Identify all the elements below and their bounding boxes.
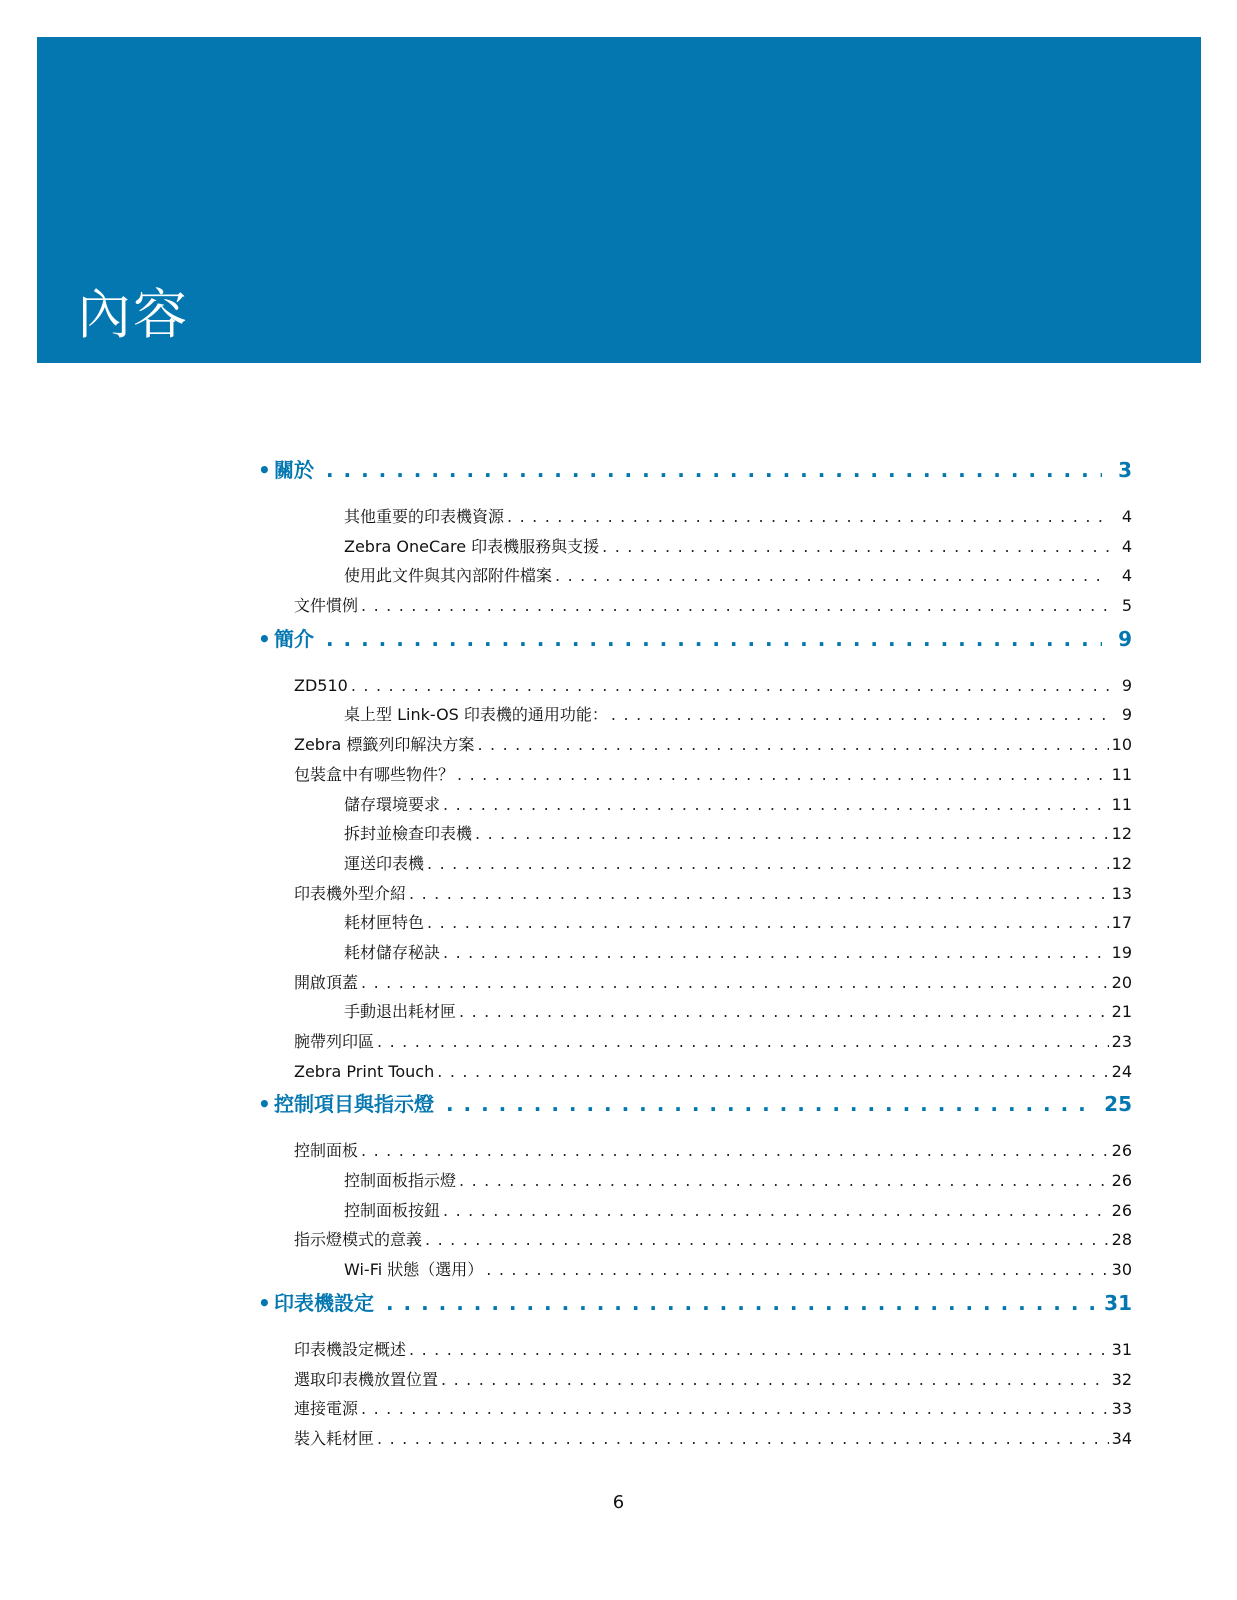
dot-leader (427, 853, 1109, 875)
dot-leader (437, 1061, 1108, 1083)
toc-entry-title[interactable]: 選取印表機放置位置 (294, 1369, 439, 1389)
toc-entry-title[interactable]: ZD510 (294, 675, 348, 695)
toc-entry-page[interactable]: 9 (1118, 626, 1132, 651)
toc-entry[interactable] (258, 704, 1132, 734)
toc-entry-title[interactable]: 關於 (274, 458, 314, 482)
toc-entry-page[interactable]: 26 (1111, 1200, 1132, 1220)
toc-entry-title[interactable]: 耗材儲存秘訣 (344, 942, 441, 962)
dot-leader (555, 565, 1109, 587)
toc-entry-page[interactable]: 34 (1111, 1428, 1132, 1448)
dot-leader (409, 883, 1109, 905)
toc-entry[interactable] (258, 1229, 1132, 1259)
dot-leader (602, 536, 1109, 558)
toc-entry[interactable] (258, 912, 1132, 942)
dot-leader (377, 1031, 1109, 1053)
toc-entry-title[interactable]: 桌上型 Link-OS 印表機的通用功能： (344, 705, 608, 725)
toc-entry-title[interactable]: 文件慣例 (294, 596, 359, 616)
dot-leader (351, 675, 1109, 697)
toc-entry-page[interactable]: 21 (1111, 1002, 1132, 1022)
toc-entry-page[interactable]: 17 (1111, 913, 1132, 933)
toc-entry-title[interactable]: 連接電源 (294, 1399, 359, 1419)
toc-entry-title[interactable]: 包裝盒中有哪些物件？ (294, 764, 455, 784)
toc-entry-page[interactable]: 19 (1111, 942, 1132, 962)
dot-leader (443, 794, 1109, 816)
toc-entry[interactable] (258, 565, 1132, 595)
toc-entry-page[interactable]: 12 (1111, 853, 1132, 873)
toc-entry[interactable] (258, 1398, 1132, 1428)
toc-entry-title[interactable]: 控制面板按鈕 (344, 1200, 441, 1220)
toc-entry-title[interactable]: 印表機設定概述 (294, 1339, 407, 1359)
toc-chapter-entry[interactable] (258, 1090, 1132, 1140)
dot-leader (443, 1200, 1109, 1222)
toc-chapter-entry[interactable] (258, 456, 1132, 506)
toc-entry[interactable] (258, 794, 1132, 824)
toc-entry[interactable] (258, 506, 1132, 536)
toc-entry[interactable] (258, 1200, 1132, 1230)
toc-entry[interactable] (258, 853, 1132, 883)
toc-entry-page[interactable]: 31 (1104, 1290, 1132, 1315)
toc-entry-title[interactable]: 控制面板 (294, 1141, 359, 1161)
dot-leader (475, 823, 1109, 845)
toc-entry-page[interactable]: 32 (1111, 1369, 1132, 1389)
toc-entry[interactable] (258, 942, 1132, 972)
bullet-icon: • (258, 626, 271, 651)
toc-entry-title[interactable]: 腕帶列印區 (294, 1032, 375, 1051)
page-number: 6 (612, 1492, 625, 1513)
toc-entry[interactable] (258, 1428, 1132, 1458)
dot-leader (427, 912, 1109, 934)
dot-leader (425, 1229, 1109, 1251)
toc-chapter-entry[interactable] (258, 625, 1132, 675)
toc-entry-page[interactable]: 28 (1111, 1230, 1132, 1250)
dot-leader (459, 1001, 1109, 1023)
dot-leader (457, 764, 1109, 786)
bullet-icon: • (258, 1092, 271, 1117)
toc-entry-title[interactable]: 指示燈模式的意義 (294, 1230, 423, 1250)
toc-entry[interactable] (258, 823, 1132, 853)
toc-entry-title[interactable]: 運送印表機 (344, 853, 425, 873)
toc-entry[interactable] (258, 1170, 1132, 1200)
toc-entry-title[interactable]: 儲存環境要求 (344, 794, 441, 814)
header-banner (37, 37, 1201, 363)
toc-entry[interactable] (258, 1369, 1132, 1399)
dot-leader (377, 1428, 1109, 1450)
toc-entry[interactable] (258, 1061, 1132, 1091)
toc-entry-page[interactable]: 26 (1111, 1141, 1132, 1161)
toc-entry-title[interactable]: 手動退出耗材匣 (344, 1002, 457, 1022)
dot-leader (441, 1369, 1109, 1391)
toc-entry[interactable] (258, 1001, 1132, 1031)
toc-entry[interactable] (258, 595, 1132, 625)
dot-leader (507, 506, 1109, 528)
toc-entry-title[interactable]: Wi-Fi 狀態（選用） (344, 1260, 484, 1280)
toc-entry-page[interactable]: 23 (1111, 1032, 1132, 1051)
toc-entry-title[interactable]: 控制面板指示燈 (344, 1171, 457, 1191)
dot-leader (361, 1140, 1109, 1162)
toc-entry[interactable] (258, 1259, 1132, 1289)
toc-entry[interactable] (258, 536, 1132, 566)
dot-leader (477, 734, 1108, 756)
toc-entry[interactable] (258, 734, 1132, 764)
toc-entry-page[interactable]: 12 (1111, 824, 1132, 844)
toc-entry-title[interactable]: Zebra Print Touch (294, 1061, 435, 1081)
dot-leader (361, 972, 1109, 994)
dot-leader (459, 1170, 1109, 1192)
toc-entry-title[interactable]: 簡介 (274, 626, 314, 651)
toc-entry-title[interactable]: 控制項目與指示燈 (274, 1092, 434, 1117)
toc-entry-page[interactable]: 31 (1111, 1339, 1132, 1359)
toc-entry-title[interactable]: 裝入耗材匣 (294, 1428, 375, 1448)
toc-entry-title[interactable]: 拆封並檢查印表機 (344, 824, 473, 844)
toc-entry-page[interactable]: 24 (1111, 1061, 1132, 1081)
dot-leader (486, 1259, 1108, 1281)
dot-leader (443, 942, 1109, 964)
toc-entry[interactable] (258, 1339, 1132, 1369)
table-of-contents (258, 456, 1132, 1458)
toc-entry[interactable] (258, 764, 1132, 794)
dot-leader (361, 595, 1109, 617)
bullet-icon: • (258, 1290, 271, 1315)
toc-entry-title[interactable]: 印表機外型介紹 (294, 883, 407, 903)
toc-entry-title[interactable]: 使用此文件與其內部附件檔案 (344, 566, 553, 586)
toc-entry-page[interactable]: 11 (1111, 794, 1132, 814)
dot-leader (446, 1090, 1094, 1118)
toc-entry-title[interactable]: 開啟頂蓋 (294, 972, 359, 992)
toc-entry-title[interactable]: 其他重要的印表機資源 (344, 507, 505, 526)
dot-leader (326, 456, 1102, 484)
dot-leader (611, 704, 1109, 726)
toc-entry-page[interactable]: 4 (1121, 566, 1132, 586)
toc-entry-page[interactable]: 3 (1118, 458, 1132, 482)
toc-entry[interactable] (258, 1140, 1132, 1170)
dot-leader (326, 625, 1102, 653)
toc-entry-page[interactable]: 9 (1121, 705, 1132, 725)
toc-entry[interactable] (258, 1031, 1132, 1061)
toc-entry-page[interactable]: 5 (1121, 596, 1132, 616)
toc-entry-page[interactable]: 13 (1111, 883, 1132, 903)
toc-entry-page[interactable]: 33 (1111, 1399, 1132, 1419)
toc-entry-title[interactable]: Zebra OneCare 印表機服務與支援 (344, 536, 600, 556)
toc-entry-title[interactable]: 印表機設定 (274, 1290, 374, 1315)
toc-entry[interactable] (258, 883, 1132, 913)
toc-entry-title[interactable]: Zebra 標籤列印解決方案 (294, 735, 475, 755)
dot-leader (409, 1339, 1109, 1361)
bullet-icon: • (258, 458, 271, 482)
page-title: 內容 (77, 283, 189, 346)
toc-entry-page[interactable]: 20 (1111, 972, 1132, 992)
toc-entry-page[interactable]: 25 (1104, 1092, 1132, 1117)
toc-entry-page[interactable]: 4 (1121, 507, 1132, 526)
toc-entry-page[interactable]: 9 (1121, 675, 1132, 695)
toc-entry-page[interactable]: 30 (1111, 1260, 1132, 1280)
dot-leader (386, 1289, 1094, 1317)
toc-entry-page[interactable]: 10 (1111, 735, 1132, 755)
toc-chapter-entry[interactable] (258, 1289, 1132, 1339)
toc-entry-page[interactable]: 4 (1121, 536, 1132, 556)
dot-leader (361, 1398, 1109, 1420)
toc-entry[interactable] (258, 972, 1132, 1002)
toc-entry-page[interactable]: 11 (1111, 764, 1132, 784)
toc-entry-page[interactable]: 26 (1111, 1171, 1132, 1191)
toc-entry-title[interactable]: 耗材匣特色 (344, 913, 425, 933)
toc-entry[interactable] (258, 675, 1132, 705)
